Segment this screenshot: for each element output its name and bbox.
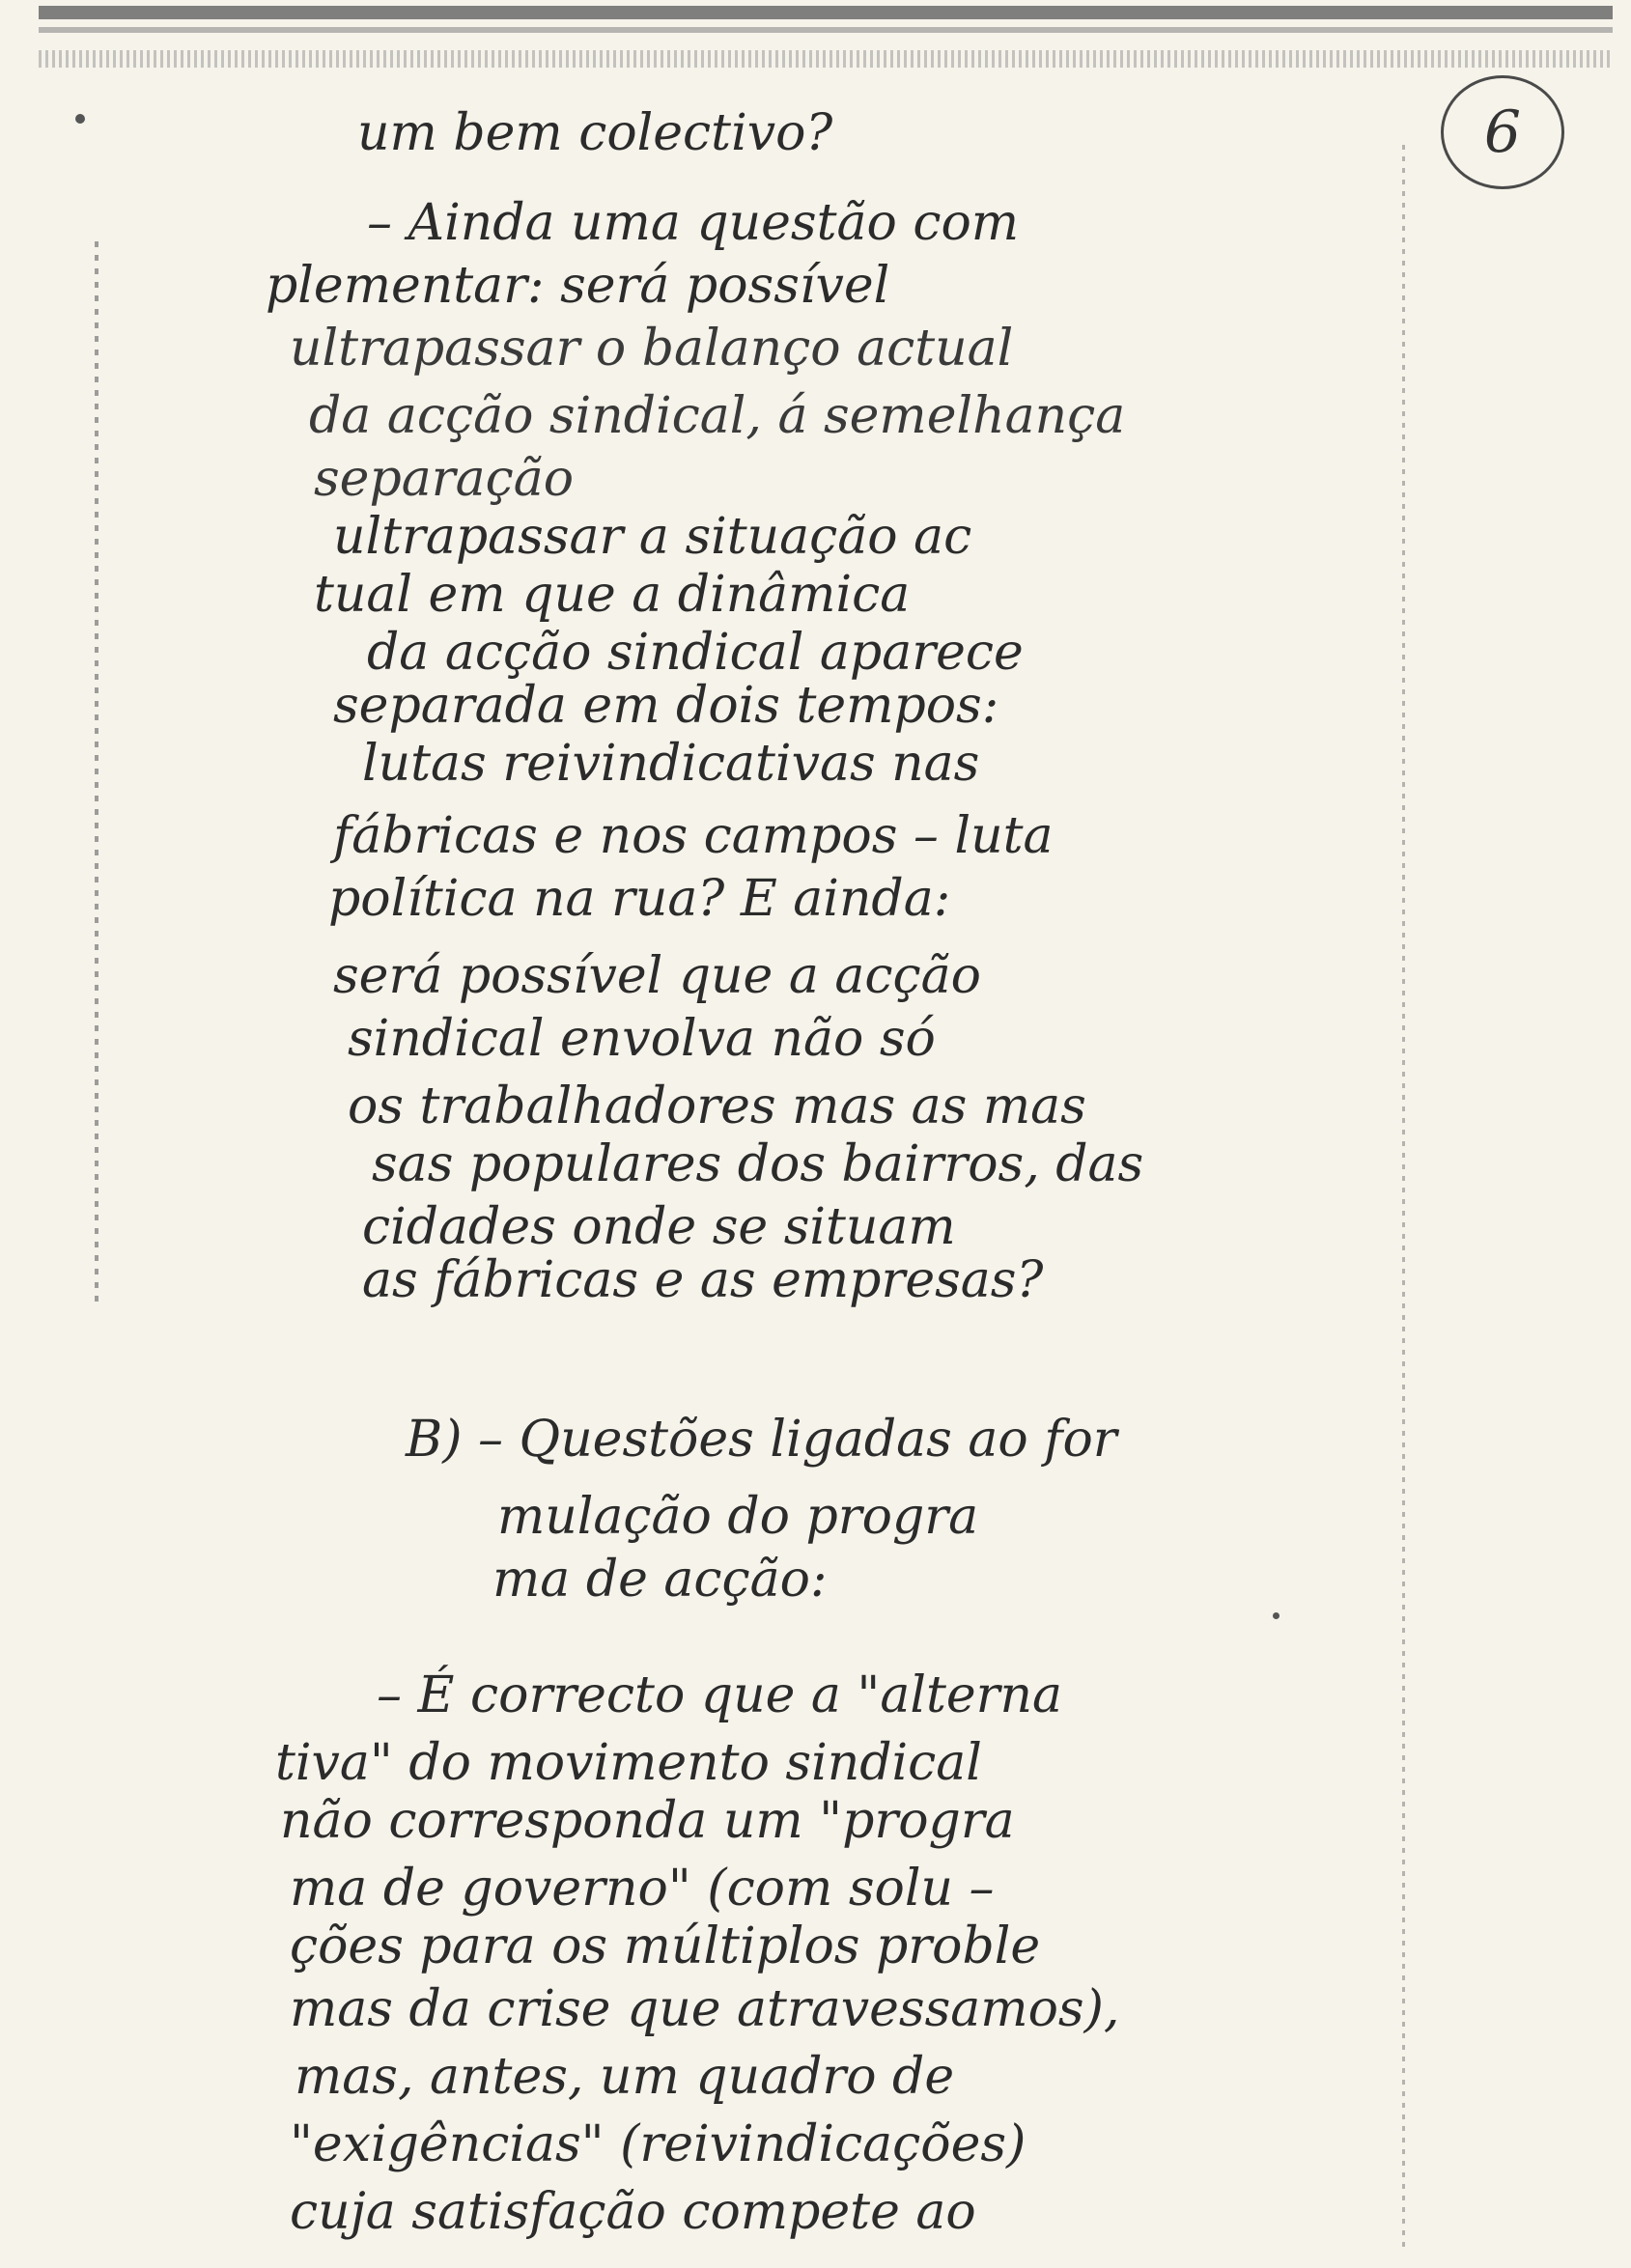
line-text: não corresponda um "progra	[280, 1792, 1015, 1850]
line-text: sas populares dos bairros, das	[372, 1135, 1144, 1193]
ink-speck	[1273, 1612, 1279, 1619]
line-text: – Ainda uma questão com	[367, 194, 1020, 252]
page-number: 6	[1483, 98, 1522, 166]
line-text: "exigências" (reivindicações)	[290, 2115, 1026, 2173]
line-text: mas, antes, um quadro de	[295, 2048, 955, 2106]
ink-speck	[75, 114, 85, 124]
photocopy-edge	[39, 0, 1613, 77]
line-text: da acção sindical aparece	[367, 624, 1024, 682]
line-text: – É correcto que a "alterna	[377, 1666, 1062, 1724]
line-text: ultrapassar o balanço actual	[290, 320, 1014, 378]
line-text: os trabalhadores mas as mas	[348, 1078, 1086, 1135]
line-text: ma de acção:	[492, 1551, 828, 1609]
line-text: um bem colectivo?	[357, 104, 833, 162]
left-margin-mark	[95, 241, 98, 1303]
line-text: mas da crise que atravessamos),	[290, 1980, 1120, 2038]
line-text: ultrapassar a situação ac	[333, 508, 972, 566]
page-number-circle	[1441, 75, 1564, 189]
line-text: separada em dois tempos:	[333, 677, 999, 735]
line-text: ções para os múltiplos proble	[290, 1918, 1041, 1975]
line-text: mulação do progra	[497, 1488, 979, 1546]
line-text: as fábricas e as empresas?	[362, 1251, 1044, 1309]
line-text: cidades onde se situam	[362, 1198, 956, 1256]
line-text: ma de governo" (com solu –	[290, 1860, 995, 1918]
line-text: lutas reivindicativas nas	[362, 735, 980, 793]
line-text: B) – Questões ligadas ao for	[406, 1411, 1117, 1469]
line-text: da acção sindical, á semelhança	[309, 387, 1126, 445]
line-text: fábricas e nos campos – luta	[333, 807, 1054, 865]
line-text: política na rua? E ainda:	[328, 870, 951, 928]
line-text: será possível que a acção	[333, 947, 981, 1005]
line-text: cuja satisfação compete ao	[290, 2183, 976, 2241]
line-text: plementar: será possível	[266, 257, 890, 315]
line-text: separação	[314, 450, 575, 508]
line-text: tiva" do movimento sindical	[275, 1734, 982, 1792]
line-text: sindical envolva não só	[348, 1010, 936, 1068]
right-margin-mark	[1402, 145, 1405, 2250]
line-text: tual em que a dinâmica	[314, 566, 911, 624]
